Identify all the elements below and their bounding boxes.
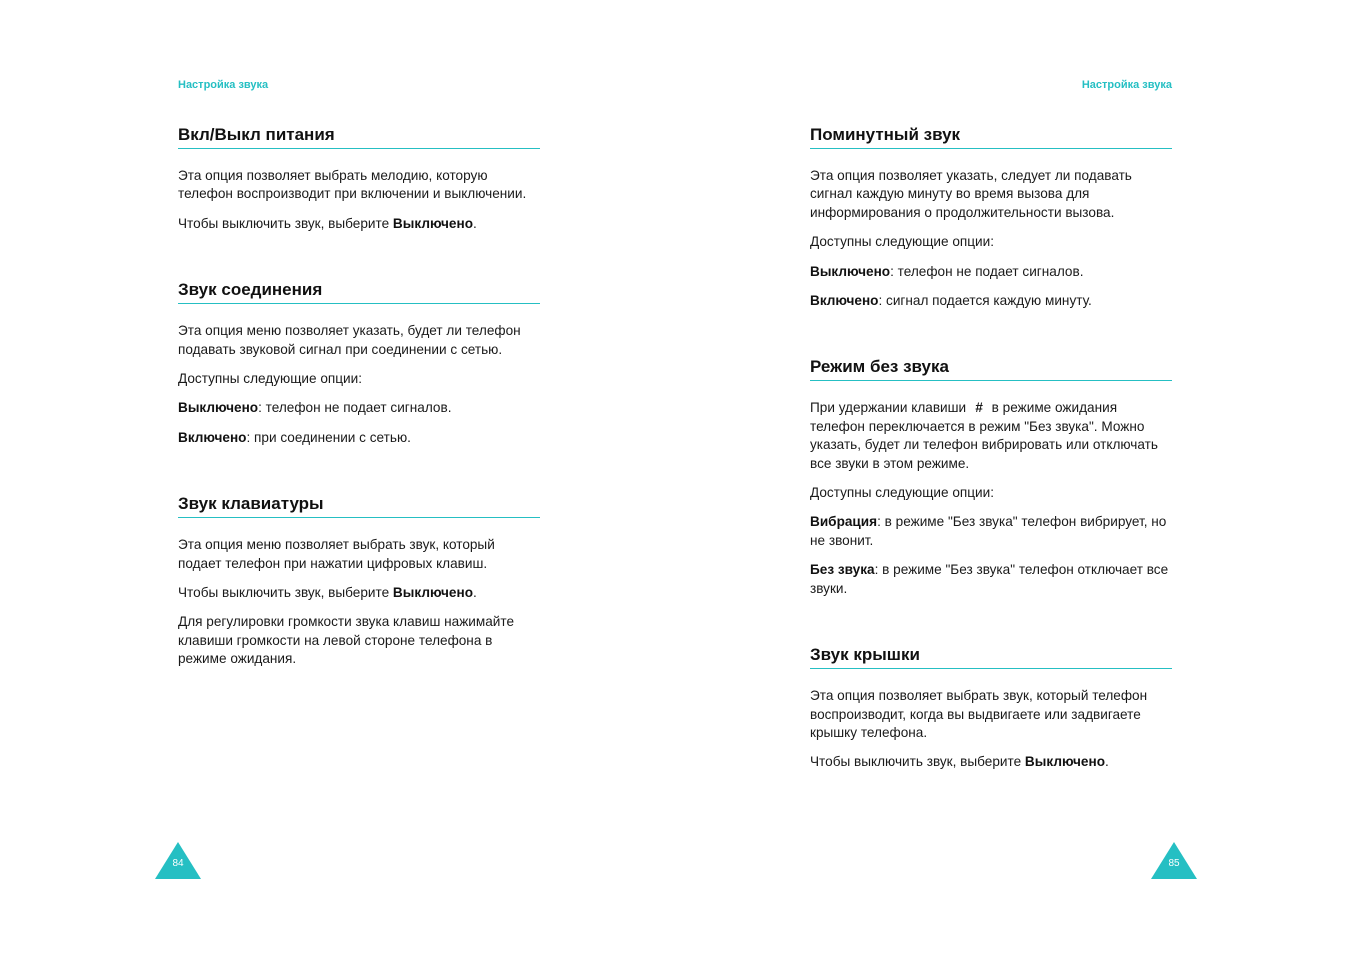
option-name: Вибрация — [810, 514, 878, 530]
option-description: : сигнал подается каждую минуту. — [878, 293, 1092, 309]
section-body — [178, 322, 540, 447]
page-number-badge — [155, 842, 201, 879]
page-number-badge — [1151, 842, 1197, 879]
option-item — [178, 399, 540, 417]
option-name: Включено — [178, 429, 247, 445]
running-header: Настройка звука — [178, 79, 269, 91]
paragraph: Доступны следующие опции: — [810, 485, 995, 501]
section-body — [810, 167, 1172, 310]
page-number: 85 — [1168, 858, 1180, 869]
text: Чтобы выключить звук, выберите — [178, 585, 393, 601]
paragraph — [178, 584, 540, 602]
option-name: Выключено — [392, 215, 474, 231]
section-keypad-tone — [178, 493, 540, 668]
option-item — [178, 429, 540, 447]
paragraph: Эта опция позволяет выбрать мелодию, которую телефон воспроизводит при включении и выключении. — [178, 168, 527, 202]
section-title: Звук соединения — [178, 279, 540, 304]
option-name: Выключено — [178, 400, 259, 416]
text: Чтобы выключить звук, выберите — [810, 754, 1025, 770]
option-name: Без звука — [810, 562, 875, 578]
section-folder-tone — [810, 644, 1172, 772]
paragraph — [810, 753, 1172, 771]
option-item — [810, 513, 1172, 550]
text: . — [1105, 754, 1109, 770]
option-description: : телефон не подает сигналов. — [258, 400, 452, 416]
option-item — [810, 561, 1172, 598]
paragraph — [178, 215, 540, 233]
option-description: : телефон не подает сигналов. — [890, 263, 1084, 279]
page-content — [810, 124, 1172, 818]
option-item — [810, 292, 1172, 310]
section-connection-tone — [178, 279, 540, 447]
text: . — [473, 585, 477, 601]
option-name: Выключено — [1024, 754, 1106, 770]
option-description: : в режиме "Без звука" телефон отключает все звуки. — [810, 562, 1169, 596]
section-title: Режим без звука — [810, 356, 1172, 381]
text: в режиме ожидания телефон переключается в режим "Без звука". Можно указать, будет ли телефон вибрировать или отключать все звуки в этом режиме. — [810, 400, 1158, 471]
section-body — [810, 399, 1172, 598]
paragraph: Доступны следующие опции: — [810, 234, 995, 250]
section-title: Вкл/Выкл питания — [178, 124, 540, 149]
right-page — [676, 0, 1351, 954]
option-name: Выключено — [392, 585, 474, 601]
text: . — [473, 215, 477, 231]
option-name: Выключено — [810, 263, 891, 279]
text: Чтобы выключить звук, выберите — [178, 215, 393, 231]
section-title: Звук клавиатуры — [178, 493, 540, 518]
section-body — [810, 687, 1172, 772]
section-body — [178, 536, 540, 668]
option-name: Включено — [810, 293, 879, 309]
section-power-on-off — [178, 124, 540, 233]
paragraph: Эта опция позволяет указать, следует ли подавать сигнал каждую минуту во время вызова для информирования о продолжительности вызова. — [810, 168, 1132, 220]
running-header: Настройка звука — [1081, 79, 1172, 91]
section-minute-minder — [810, 124, 1172, 310]
section-silent-mode — [810, 356, 1172, 598]
paragraph: Эта опция позволяет выбрать звук, который телефон воспроизводит, когда вы выдвигаете или задвигаете крышку телефона. — [810, 688, 1148, 740]
page-number: 84 — [172, 858, 184, 869]
text: При удержании клавиши — [810, 400, 970, 416]
section-title: Поминутный звук — [810, 124, 1172, 149]
option-description: : при соединении с сетью. — [246, 429, 411, 445]
section-body — [178, 167, 540, 233]
section-title: Звук крышки — [810, 644, 1172, 669]
hash-key-icon: # — [975, 400, 983, 416]
paragraph: Эта опция меню позволяет выбрать звук, который подает телефон при нажатии цифровых клавиш. — [178, 537, 495, 571]
paragraph — [810, 399, 1172, 473]
paragraph: Доступны следующие опции: — [178, 371, 363, 387]
paragraph: Эта опция меню позволяет указать, будет ли телефон подавать звуковой сигнал при соединении с сетью. — [178, 323, 521, 357]
option-description: : в режиме "Без звука" телефон вибрирует, но не звонит. — [810, 514, 1167, 548]
left-page — [0, 0, 675, 954]
option-item — [810, 263, 1172, 281]
page-content — [178, 124, 540, 715]
paragraph: Для регулировки громкости звука клавиш нажимайте клавиши громкости на левой стороне телефона в режиме ожидания. — [178, 614, 515, 667]
